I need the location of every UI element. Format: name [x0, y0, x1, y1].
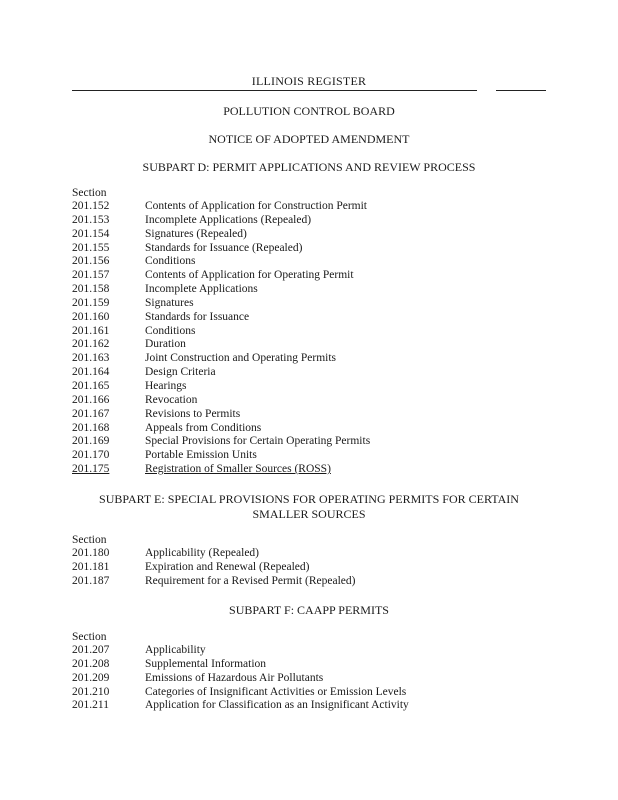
section-number: 201.166	[72, 393, 110, 406]
subpart-f-heading: SUBPART F: CAAPP PERMITS	[229, 603, 389, 617]
subpart-d-heading: SUBPART D: PERMIT APPLICATIONS AND REVIEW PROCESS	[142, 160, 476, 174]
toc-row	[72, 352, 542, 366]
section-number: 201.209	[72, 671, 110, 684]
section-number: 201.153	[72, 213, 110, 226]
subpart-e-heading-line1: SUBPART E: SPECIAL PROVISIONS FOR OPERATING PERMITS FOR CERTAIN	[99, 492, 519, 506]
section-title: Conditions	[145, 255, 196, 268]
toc-row	[72, 325, 542, 339]
section-title: Revocation	[145, 393, 198, 406]
toc-row	[72, 297, 542, 311]
section-number: 201.170	[72, 449, 110, 462]
section-title: Emissions of Hazardous Air Pollutants	[145, 671, 324, 684]
toc-row	[72, 699, 542, 713]
section-title: Contents of Application for Construction Permit	[145, 200, 367, 212]
register-header	[72, 74, 546, 92]
section-title: Hearings	[145, 379, 187, 392]
section-number: 201.175	[72, 463, 110, 476]
toc-row	[72, 408, 542, 422]
toc-row	[72, 200, 542, 214]
toc-row	[72, 449, 542, 463]
section-title: Special Provisions for Certain Operating Permits	[145, 435, 371, 448]
subpart-f-toc	[72, 630, 542, 713]
header-rule	[72, 90, 477, 91]
section-number: 201.168	[72, 421, 110, 434]
section-number: 201.180	[72, 547, 110, 559]
section-title: Incomplete Applications	[145, 283, 258, 296]
subpart-e-heading-line2: SMALLER SOURCES	[252, 507, 366, 521]
section-number: 201.152	[72, 200, 110, 212]
section-title: Categories of Insignificant Activities or Emission Levels	[145, 685, 407, 698]
section-label: Section	[72, 187, 107, 199]
section-number: 201.181	[72, 560, 110, 573]
section-title: Incomplete Applications (Repealed)	[145, 213, 312, 226]
section-title: Applicability (Repealed)	[145, 547, 260, 559]
toc-row	[72, 214, 542, 228]
register-title: ILLINOIS REGISTER	[251, 74, 367, 88]
toc-row	[72, 658, 542, 672]
section-number: 201.162	[72, 338, 110, 351]
section-title: Contents of Application for Operating Permit	[145, 269, 354, 282]
toc-row	[72, 435, 542, 449]
toc-row	[72, 686, 542, 700]
section-title: Standards for Issuance	[145, 310, 250, 323]
section-title: Revisions to Permits	[145, 407, 241, 420]
section-title: Duration	[145, 338, 186, 351]
section-label: Section	[72, 534, 107, 546]
toc-row	[72, 283, 542, 297]
toc-row	[72, 366, 542, 380]
toc-row	[72, 269, 542, 283]
section-label: Section	[72, 631, 107, 643]
section-title: Requirement for a Revised Permit (Repealed)	[145, 574, 356, 587]
subpart-e-heading	[60, 492, 558, 522]
section-title: Applicability	[145, 644, 206, 656]
section-title: Expiration and Renewal (Repealed)	[145, 560, 310, 573]
section-number: 201.169	[72, 435, 110, 448]
section-number: 201.163	[72, 352, 110, 365]
section-number: 201.165	[72, 379, 110, 392]
subpart-d-toc	[72, 186, 542, 477]
section-title: Supplemental Information	[145, 657, 267, 670]
toc-row-amended	[72, 463, 542, 477]
toc-row	[72, 672, 542, 686]
toc-row	[72, 644, 542, 658]
section-title: Portable Emission Units	[145, 449, 257, 462]
toc-row	[72, 575, 542, 589]
toc-row	[72, 547, 542, 561]
section-title: Standards for Issuance (Repealed)	[145, 241, 303, 254]
section-number: 201.164	[72, 366, 110, 379]
notice-heading: NOTICE OF ADOPTED AMENDMENT	[208, 132, 410, 146]
header-rule-page	[496, 90, 546, 91]
toc-row	[72, 561, 542, 575]
section-number: 201.157	[72, 269, 110, 282]
section-title: Signatures (Repealed)	[145, 227, 247, 240]
toc-row	[72, 422, 542, 436]
section-title: Conditions	[145, 324, 196, 337]
section-number: 201.208	[72, 657, 110, 670]
toc-row	[72, 242, 542, 256]
section-number: 201.207	[72, 644, 110, 656]
section-title: Registration of Smaller Sources (ROSS)	[145, 463, 331, 476]
section-number: 201.159	[72, 296, 110, 309]
subpart-e-toc	[72, 533, 542, 589]
section-number: 201.160	[72, 310, 110, 323]
toc-row	[72, 394, 542, 408]
toc-row	[72, 228, 542, 242]
section-number: 201.154	[72, 227, 110, 240]
section-title: Appeals from Conditions	[145, 421, 262, 434]
toc-row	[72, 311, 542, 325]
toc-row	[72, 380, 542, 394]
section-number: 201.156	[72, 255, 110, 268]
toc-row	[72, 338, 542, 352]
section-title: Joint Construction and Operating Permits	[145, 352, 337, 365]
section-number: 201.161	[72, 324, 110, 337]
agency-heading: POLLUTION CONTROL BOARD	[223, 104, 395, 118]
section-number: 201.158	[72, 283, 110, 296]
section-number: 201.187	[72, 574, 110, 587]
section-title: Application for Classification as an Insignificant Activity	[145, 699, 409, 712]
section-number: 201.167	[72, 407, 110, 420]
section-number: 201.211	[72, 699, 109, 712]
section-number: 201.210	[72, 685, 110, 698]
section-title: Signatures	[145, 296, 194, 309]
toc-row	[72, 255, 542, 269]
section-number: 201.155	[72, 241, 110, 254]
section-title: Design Criteria	[145, 366, 216, 379]
